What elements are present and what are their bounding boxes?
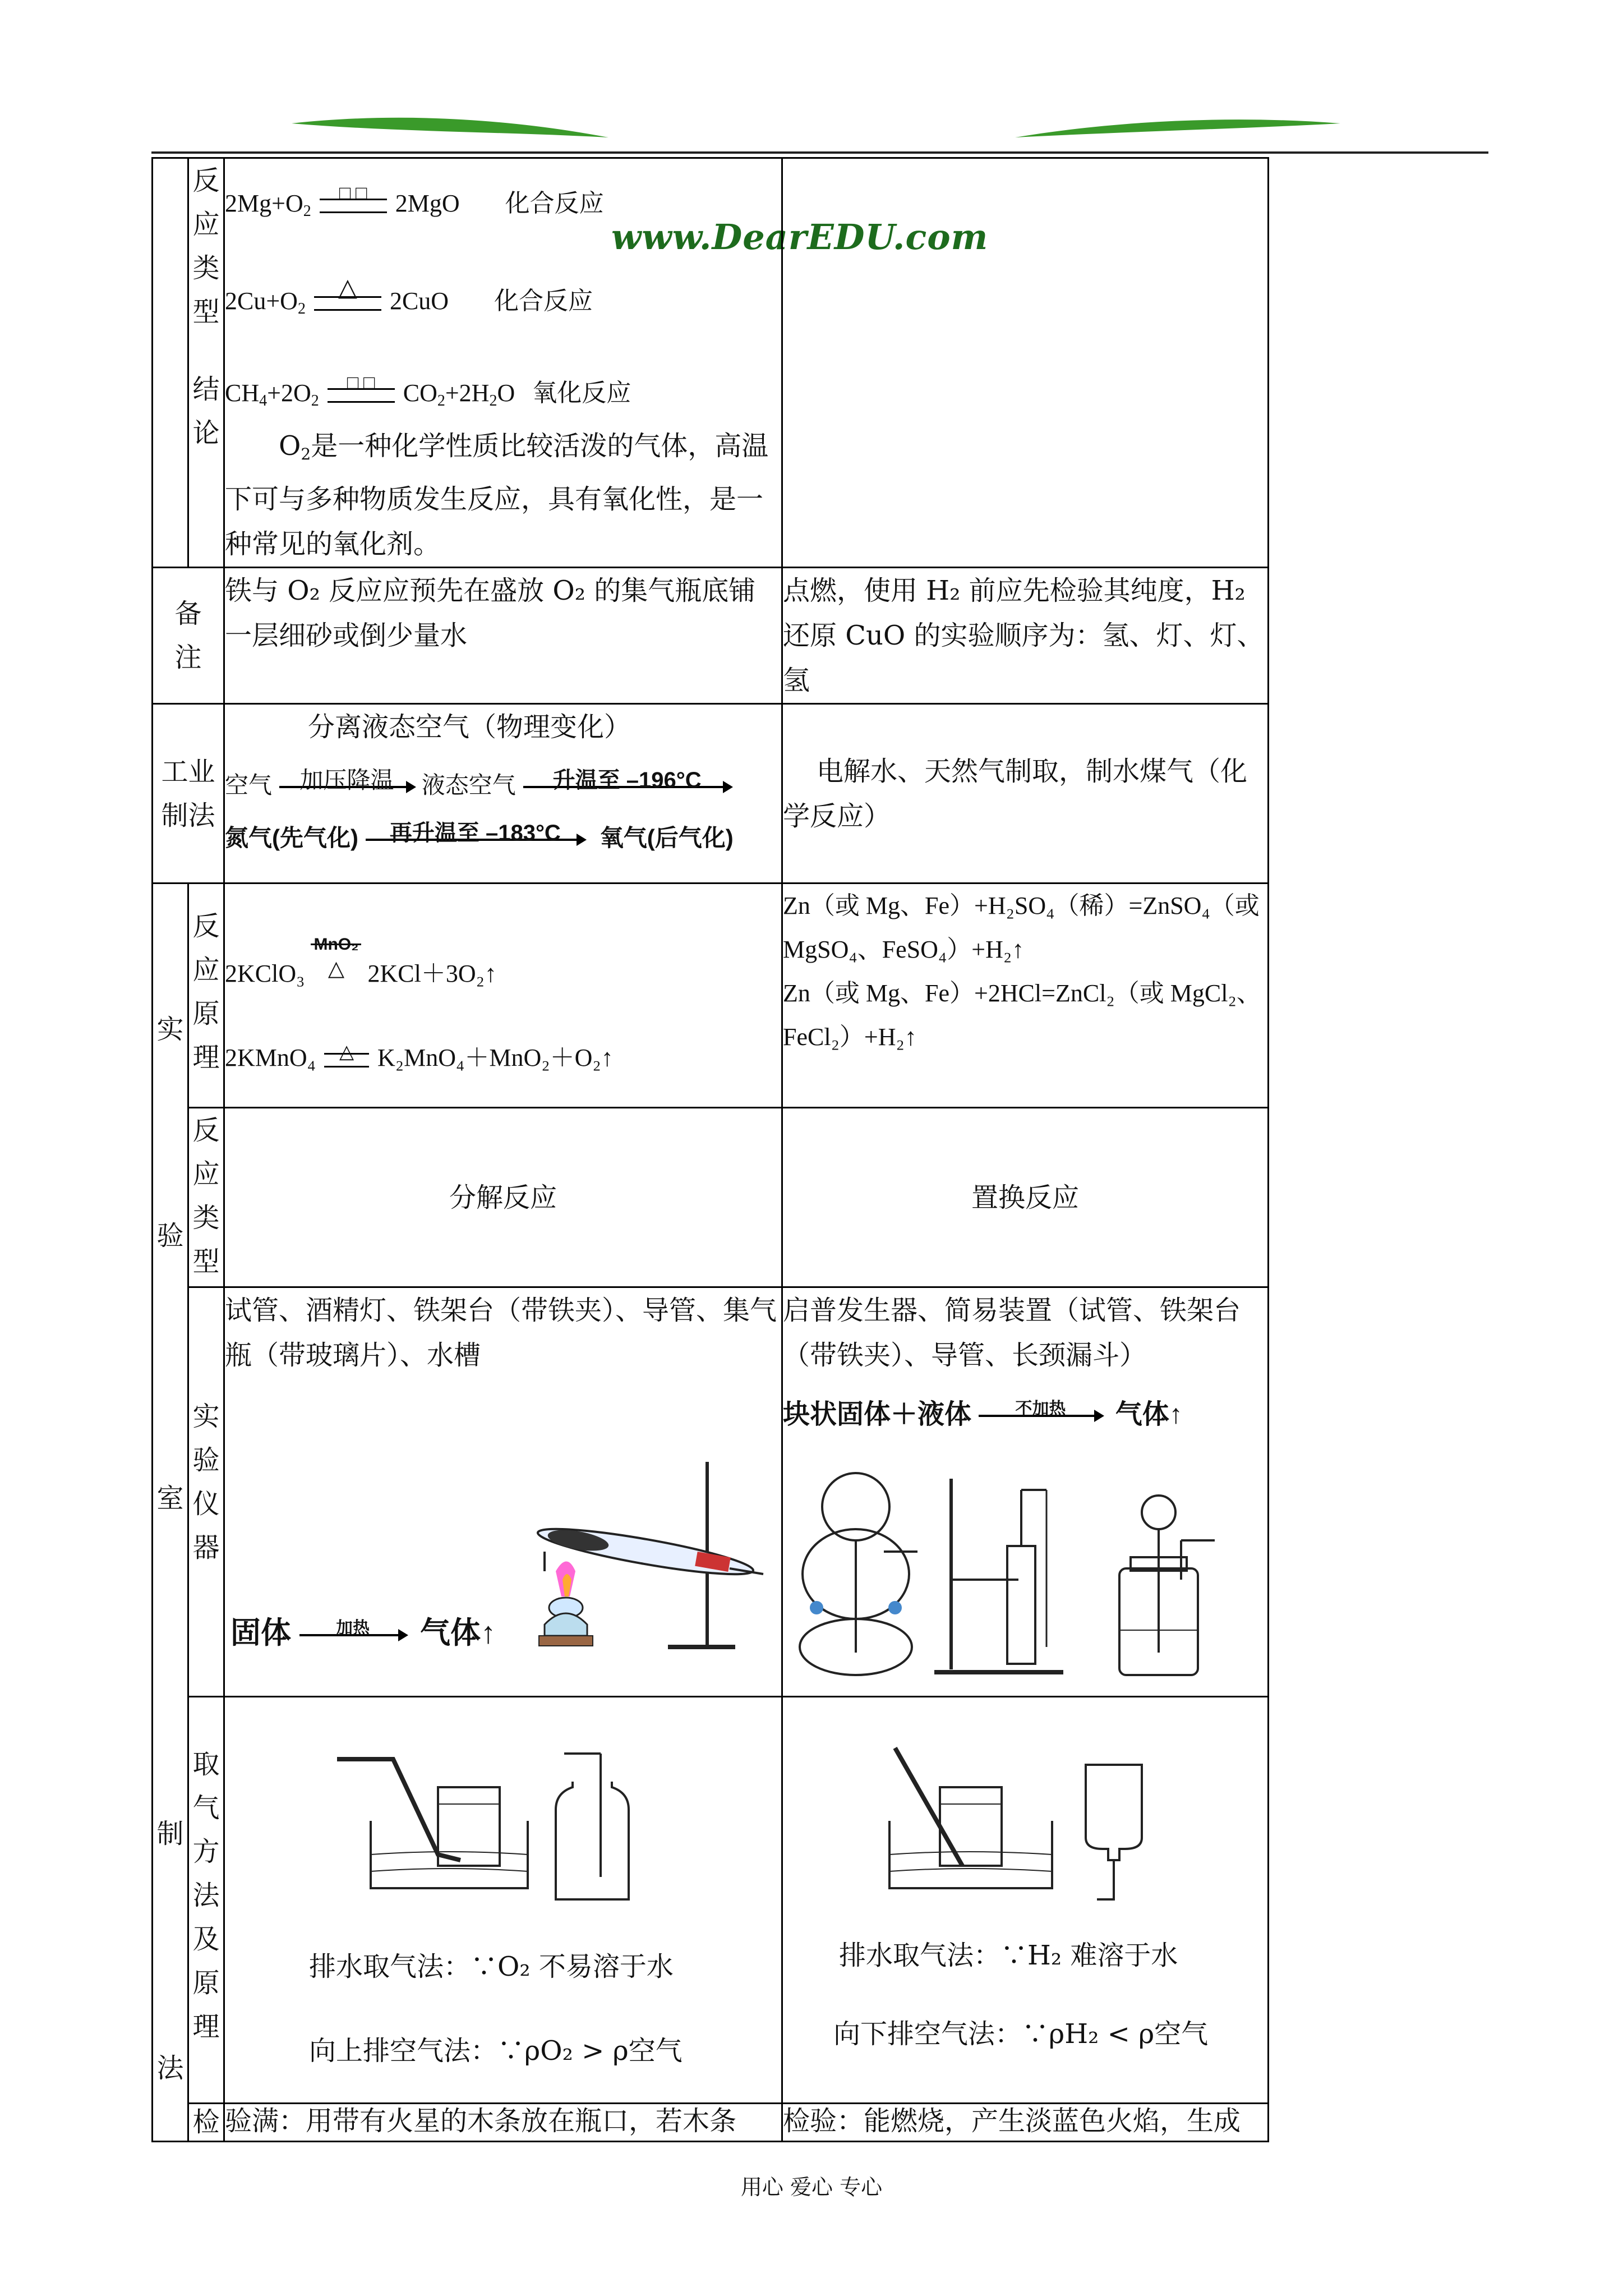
collection-method-water: 排水取气法：∵H₂ 难溶于水 [839, 1940, 1178, 1971]
label-char: 气 [192, 1792, 220, 1824]
conclusion-prefix: O [279, 430, 301, 462]
hydrogen-reactions-cell [782, 158, 1269, 568]
label-char: 论 [192, 417, 220, 449]
reaction-type-label: 氧化反应 [532, 379, 631, 407]
label-char: 制 [156, 1818, 184, 1849]
equation-cu: $2Cu+O_2$ △ 2CuO 化合反应 [225, 279, 781, 332]
row-label-test: 检 [188, 2104, 224, 2142]
arrow-condition: 加热 [336, 1618, 370, 1637]
label-char: 验 [156, 1220, 184, 1251]
table-row [153, 884, 1269, 1108]
collection-hydrogen [782, 1697, 1269, 2104]
principle-hydrogen: Zn（或 Mg、Fe）+H₂SO₄（稀）=ZnSO₄（或 MgSO₄、FeSO₄）+H₂↑ Zn（或 Mg、Fe）+2HCl=ZnCl₂（或 MgCl₂、FeCl₂）+H₂↑ [782, 884, 1269, 1108]
eq-text: 2KMnO₄ [225, 1044, 316, 1071]
eq-text: 2KClO₃ [225, 960, 305, 987]
industrial-oxygen [224, 704, 782, 884]
label-char: 取 [192, 1749, 220, 1780]
eq-condition: MnO₂ [313, 935, 359, 954]
arrow-condition: 再升温至 –183°C [389, 821, 561, 845]
eq-text: 2KCl＋3O₂↑ [367, 960, 497, 987]
formula-node: 气体↑ [1115, 1400, 1183, 1429]
label-char: 反 [192, 910, 220, 942]
label-char: 方 [192, 1836, 220, 1867]
label-char: 应 [192, 209, 220, 240]
notes-hydrogen: 点燃，使用 H₂ 前应先检验其纯度，H₂ 还原 CuO 的实验顺序为：氢、灯、灯、氢 [782, 568, 1269, 704]
arrow [366, 821, 584, 845]
table-row [153, 568, 1269, 704]
label-char: 理 [192, 1042, 220, 1073]
flow-node: 氮气(先气化) [225, 825, 358, 851]
eq-text: +2O [267, 379, 311, 407]
collection-method-downward: 向下排空气法：∵ρH₂ < ρ空气 [833, 2018, 1209, 2050]
table-row [153, 1697, 1269, 2104]
label-char: 备 [174, 598, 202, 629]
principle-oxygen [224, 884, 782, 1108]
arrow-condition: 加压降温 [299, 766, 394, 794]
arrow [279, 766, 414, 794]
notes-oxygen: 铁与 O₂ 反应应预先在盛放 O₂ 的集气瓶底铺一层细砂或倒少量水 [224, 568, 782, 704]
conclusion-text: $O_2$是一种化学性质比较活泼的气体，高温下可与多种物质发生反应，具有氧化性，是一种常见的氧化剂。 [225, 430, 769, 560]
industrial-flow-1 [225, 763, 781, 808]
collection-method-upward: 向上排空气法：∵ρO₂ > ρ空气 [309, 2035, 683, 2067]
kipp-generator-diagram [794, 1467, 1265, 1692]
type-hydrogen: 置换反应 [782, 1108, 1269, 1287]
label-char: 型 [192, 296, 220, 328]
arrow-condition: 不加热 [1015, 1400, 1066, 1419]
label-char: 应 [192, 954, 220, 986]
outer-label-lab [153, 884, 188, 2142]
equation-ch4: $CH_4+2O_2$ □ □ $CO_2+2H_2O$ 氧化反应 [225, 371, 781, 424]
outer-label-cell [153, 158, 188, 568]
eq-text: 2Cu+O [225, 287, 298, 315]
table-row [153, 2104, 1269, 2142]
apparatus-list: 试管、酒精灯、铁架台（带铁夹）、导管、集气瓶（带玻璃片）、水槽 [225, 1295, 777, 1371]
apparatus-hydrogen [782, 1287, 1269, 1697]
row-label-notes [153, 568, 224, 704]
label-char: 注 [174, 642, 202, 673]
reaction-type-label: 化合反应 [505, 189, 604, 218]
label-char: 室 [156, 1483, 184, 1514]
label-char: 结 [192, 374, 220, 405]
formula-node: 块状固体＋液体 [783, 1400, 972, 1429]
label-char: 实 [192, 1401, 220, 1432]
equals-sign [328, 372, 395, 403]
arrow [979, 1400, 1102, 1419]
comparison-table [151, 157, 1269, 2142]
eq-condition: □ □ [347, 372, 375, 393]
gas-collection-diagram [884, 1742, 1310, 1911]
label-char: 理 [192, 2011, 220, 2042]
formula-node: 固体 [230, 1616, 291, 1650]
type-oxygen: 分解反应 [224, 1108, 782, 1287]
eq-text: CH [225, 379, 260, 407]
arrow [299, 1618, 406, 1637]
label-char: 型 [192, 1246, 220, 1277]
flow-node: 空气 [225, 771, 273, 799]
oxygen-reactions-cell [224, 158, 782, 568]
eq-text: K₂MnO₄＋MnO₂＋O₂↑ [377, 1044, 614, 1071]
label-char: 类 [192, 252, 220, 284]
row-label-apparatus [188, 1287, 224, 1697]
header-rule [151, 151, 1488, 154]
test-hydrogen: 检验：能燃烧，产生淡蓝色火焰，生成 [782, 2104, 1269, 2142]
eq-condition: □ □ [339, 182, 367, 204]
label-char: 器 [192, 1532, 220, 1563]
eq-text: CO [403, 379, 437, 407]
eq-text: 2CuO [389, 287, 449, 315]
table-row [153, 1108, 1269, 1287]
label-char: 验 [192, 1444, 220, 1476]
arrow-condition: 升温至 –196°C [552, 768, 702, 793]
row-label-principle [188, 884, 224, 1108]
equation-kmno4 [225, 1036, 781, 1080]
label-char: 仪 [192, 1488, 220, 1520]
row-label-collection [188, 1697, 224, 2104]
industrial-title: 分离液态空气（物理变化） [307, 711, 631, 743]
eq-text: +2H [445, 379, 490, 407]
label-gap [189, 334, 223, 367]
apparatus-list: 启普发生器、简易装置（试管、铁架台（带铁夹）、导管、长颈漏斗） [783, 1295, 1241, 1371]
label-char: 反 [192, 165, 220, 196]
flow-node: 氧气(后气化) [600, 825, 734, 851]
row-label-reaction-type-2 [188, 1108, 224, 1287]
row-label-reaction-type [188, 158, 224, 568]
label-text: 工业 [161, 756, 215, 788]
industrial-flow-2 [225, 816, 781, 861]
apparatus-oxygen [224, 1287, 782, 1697]
heating-apparatus-diagram [230, 1456, 769, 1692]
collection-method-water: 排水取气法：∵O₂ 不易溶于水 [309, 1951, 674, 1982]
table-row [153, 1287, 1269, 1697]
table-row [153, 158, 1269, 568]
arrow [523, 768, 731, 793]
equals-sign [320, 182, 387, 213]
test-oxygen: 验满：用带有火星的木条放在瓶口，若木条 [224, 2104, 782, 2142]
industrial-hydrogen: 电解水、天然气制取，制水煤气（化学反应） [782, 704, 1269, 884]
page-footer: 用心 爱心 专心 [740, 2175, 883, 2200]
label-char: 及 [192, 1924, 220, 1955]
eq-text: O [497, 379, 515, 407]
equation-kclo3 [225, 935, 781, 996]
label-char: 法 [156, 2053, 184, 2084]
label-char: 类 [192, 1202, 220, 1234]
heating-formula [230, 1611, 496, 1655]
label-char: 反 [192, 1115, 220, 1146]
label-char: 原 [192, 998, 220, 1029]
label-char: 实 [156, 1014, 184, 1045]
label-char: 应 [192, 1158, 220, 1190]
formula-node: 气体↑ [420, 1616, 496, 1650]
label-char: 法 [192, 1880, 220, 1911]
label-char: 原 [192, 1967, 220, 1999]
eq-condition: △ [338, 273, 357, 301]
equation-mg: $2Mg+O_2$ □ □ 2MgO 化合反应 [225, 181, 781, 234]
table-row [153, 704, 1269, 884]
conclusion-body: 是一种化学性质比较活泼的气体，高温下可与多种物质发生反应，具有氧化性，是一种常见的氧化剂。 [225, 430, 769, 560]
eq-text: 2Mg+O [225, 190, 303, 217]
eq-text: 2MgO [395, 190, 460, 217]
site-logo: www.DearEDU.com [611, 217, 989, 257]
catalyst-mark: MnO₂ △ [311, 960, 361, 991]
kipp-formula [783, 1392, 1267, 1437]
gas-collection-diagram [337, 1742, 763, 1911]
equals-sign: △ [324, 1053, 369, 1068]
flow-node: 液态空气 [421, 771, 516, 799]
collection-oxygen [224, 1697, 782, 2104]
label-text: 制法 [161, 799, 215, 831]
reaction-type-label: 化合反应 [494, 287, 593, 315]
equals-sign [314, 273, 381, 311]
